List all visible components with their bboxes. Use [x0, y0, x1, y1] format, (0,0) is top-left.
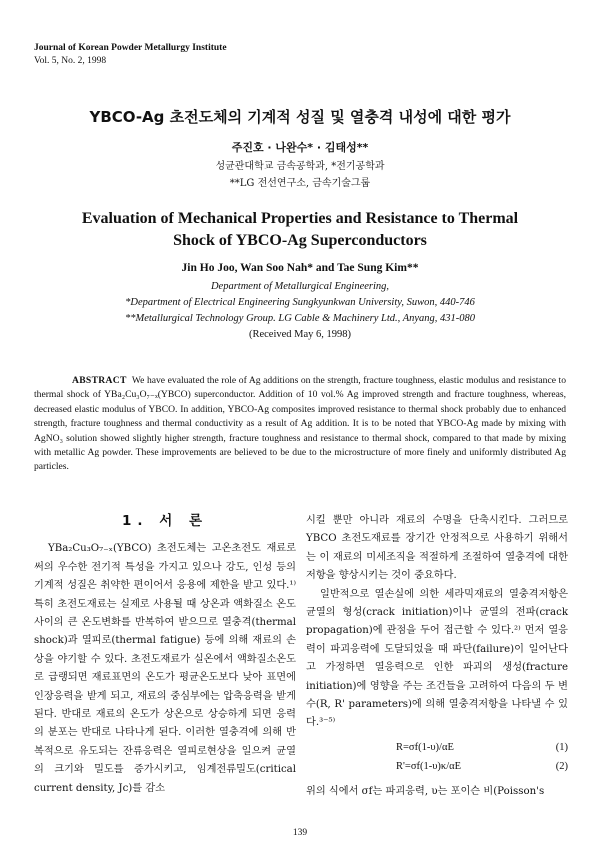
intro-paragraph-right-3: 위의 식에서 σf는 파괴응력, υ는 포이슨 비(Poisson's [306, 785, 545, 797]
english-title-line-2: Shock of YBCO-Ag Superconductors [173, 232, 427, 249]
equation-1-number: (1) [555, 741, 568, 753]
english-authors: Jin Ho Joo, Wan Soo Nah* and Tae Sung Kim** [181, 262, 419, 274]
equation-2-number: (2) [555, 760, 568, 772]
intro-paragraph-right-1: 시킬 뿐만 아니라 재료의 수명을 단축시킨다. 그러므로 YBCO 초전도재료를 장기간 안정적으로 사용하기 위해서는 이 재료의 미세조직을 적절하게 조절하여 열충격에 대한 저항을 향상시키는 것이 중요하다. [306, 515, 568, 582]
journal-header [34, 42, 227, 68]
page-number: 139 [292, 828, 308, 838]
section-heading: 1. 서 론 [121, 513, 208, 529]
english-affiliations [0, 279, 600, 343]
equation-1 [306, 739, 568, 758]
right-column [306, 512, 568, 801]
korean-affiliations [0, 158, 600, 192]
intro-paragraph-right-2: 일반적으로 열손실에 의한 세라믹재료의 열충격저항은 균열의 형성(crack initiation)이나 균열의 전파(crack propagation)에 관점을 두어 접근할 수 있다.²⁾ 먼저 열응력이 파괴응력에 도달되었을 때 파단(failure)이 일어난다고 가정하면 열응력으로 인한 파괴의 생성(fracture initiation)에 영향을 주는 조건들을 고려하여 다음의 두 변수(R, R' parameters)에 의해 열충격저항을 나타낼 수 있다.³⁻⁵⁾ [306, 588, 568, 729]
english-affiliation-2: *Department of Electrical Engineering Sungkyunkwan University, Suwon, 440-746 [125, 297, 475, 308]
equation-2 [306, 758, 568, 777]
abstract-label: ABSTRACT [72, 375, 127, 386]
english-affiliation-1: Department of Metallurgical Engineering, [210, 281, 390, 292]
english-title-line-1: Evaluation of Mechanical Properties and Resistance to Thermal [81, 210, 519, 227]
equation-2-formula: R'=σf(1-υ)κ/αE [396, 760, 462, 772]
english-affiliation-3: **Metallurgical Technology Group. LG Cable & Machinery Ltd., Anyang, 431-080 [124, 313, 476, 324]
intro-paragraph-left: YBa₂Cu₃O₇₋ₓ(YBCO) 초전도체는 고온초전도 재료로써의 우수한 전기적 특성을 가지고 있으나 강도, 인성 등의 기계적 성질은 취약한 편이어서 응용에 제한을 받고 있다.¹⁾ 특히 초전도재료는 실제로 사용될 때 상온과 액화질소 온도 사이의 큰 온도변화를 반복하여 받으므로 열충격(thermal shock)과 열피로(thermal fatigue) 등에 의해 재료의 손상을 야기할 수 있다. 초전도재료가 실온에서 액화질소온도로 급랭되면 재료표면의 온도가 평균온도보다 낮아 표면에 인장응력을 받게 되고, 재료의 중심부에는 압축응력을 받게 된다. 반대로 재료의 온도가 상온으로 상승하게 되면 응력의 분포는 반대로 나타나게 된다. 이러한 열충격에 의해 반복적으로 유도되는 잔류응력은 열피로현상을 일으켜 균열의 크기와 밀도를 증가시키고, 임계전류밀도(critical current density, Jc)를 감소 [34, 543, 296, 794]
equation-1-formula: R=σf(1-υ)/αE [396, 741, 454, 753]
journal-name: Journal of Korean Powder Metallurgy Institute [34, 43, 227, 53]
abstract [34, 374, 566, 475]
left-column [34, 510, 296, 798]
abstract-text: We have evaluated the role of Ag additions on the strength, fracture toughness, elastic modulus and resistance to thermal shock of YBa₂Cu₃O₇₋ₓ(YBCO) superconductor. Addition of 10 vol.% Ag improved strength and fracture toughness, whereas, decreased elastic modulus of YBCO. In addition, YBCO-Ag composites improved resistance to thermal shock probably due to enhanced strength, fracture toughness and thermal conductivity as a result of Ag addition. It is to be noted that YBCO-Ag made by mixing with AgNO₃ solution showed slightly higher strength, fracture toughness and resistance to thermal shock, compared to that made by mixing with metallic Ag powder. These improvements are believed to be due to the microstructure of more finely and uniformly distributed Ag particles. [34, 375, 567, 473]
korean-title: YBCO-Ag 초전도체의 기계적 성질 및 열충격 내성에 대한 평가 [89, 108, 511, 126]
korean-affiliation-2: **LG 전선연구소, 금속기술그룹 [229, 178, 371, 189]
journal-volume: Vol. 5, No. 2, 1998 [34, 56, 107, 66]
korean-affiliation-1: 성균관대학교 금속공학과, *전기공학과 [215, 161, 385, 172]
received-date: (Received May 6, 1998) [248, 329, 352, 340]
english-title [0, 208, 600, 252]
korean-authors: 주진호 · 나완수* · 김태성** [231, 141, 369, 154]
